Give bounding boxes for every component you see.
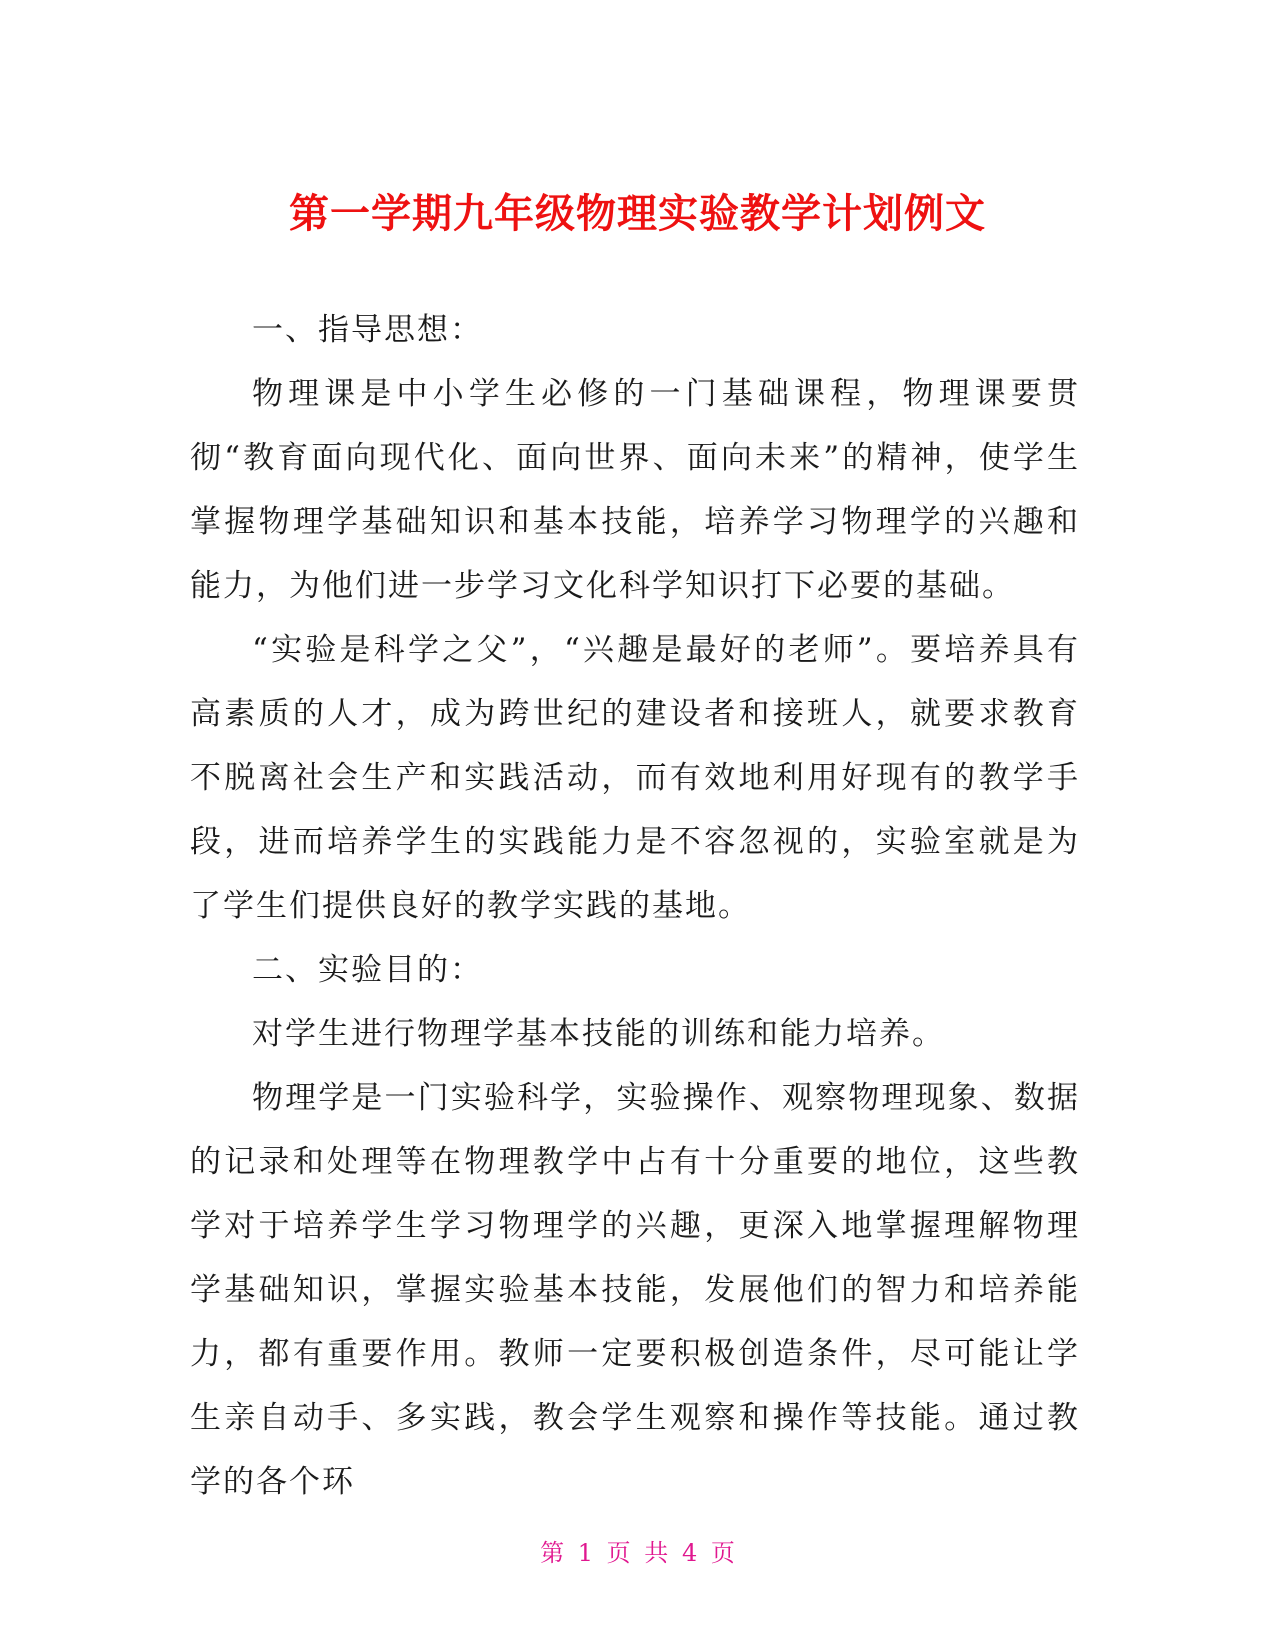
document-title: 第一学期九年级物理实验教学计划例文 — [289, 190, 986, 237]
paragraph: “实验是科学之父”，“兴趣是最好的老师”。要培养具有高素质的人才，成为跨世纪的建设者和接班人，就要求教育不脱离社会生产和实践活动，而有效地利用好现有的教学手段，进而培养学生的实践能力是不容忽视的，实验室就是为了学生们提供良好的教学实践的基地。 — [190, 632, 1080, 924]
section-heading-experiment-purpose: 二、实验目的： — [252, 952, 483, 988]
paragraph: 对学生进行物理学基本技能的训练和能力培养。 — [252, 1016, 945, 1052]
document-body — [190, 298, 1080, 1514]
page-number-footer: 第 1 页 共 4 页 — [540, 1539, 735, 1567]
paragraph: 物理课是中小学生必修的一门基础课程，物理课要贯彻“教育面向现代化、面向世界、面向未来”的精神，使学生掌握物理学基础知识和基本技能，培养学习物理学的兴趣和能力，为他们进一步学习文化科学知识打下必要的基础。 — [190, 376, 1080, 604]
section-heading-guiding-ideology: 一、指导思想： — [252, 312, 483, 348]
paragraph: 物理学是一门实验科学，实验操作、观察物理现象、数据的记录和处理等在物理教学中占有十分重要的地位，这些教学对于培养学生学习物理学的兴趣，更深入地掌握理解物理学基础知识，掌握实验基本技能，发展他们的智力和培养能力，都有重要作用。教师一定要积极创造条件，尽可能让学生亲自动手、多实践，教会学生观察和操作等技能。通过教学的各个环 — [190, 1080, 1080, 1500]
